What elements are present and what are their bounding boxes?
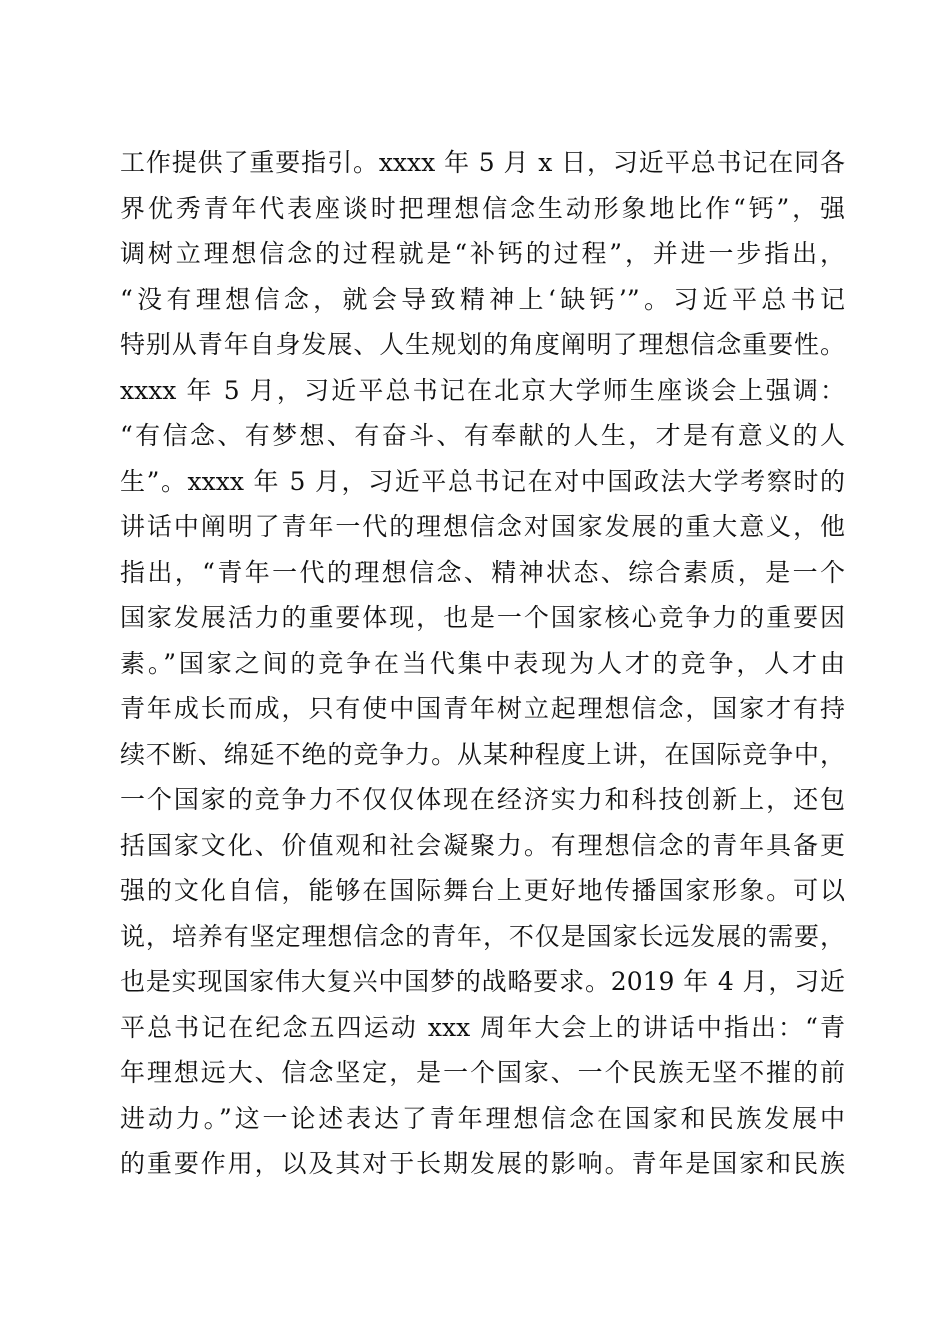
text-line: 平总书记在纪念五四运动 xxx 周年大会上的讲话中指出：“青: [120, 1012, 845, 1042]
text-line: 的重要作用，以及其对于长期发展的影响。青年是国家和民族: [120, 1149, 845, 1178]
text-line: 国家发展活力的重要体现，也是一个国家核心竞争力的重要因: [120, 603, 845, 632]
text-line: 续不断、绵延不绝的竞争力。从某种程度上讲，在国际竞争中，: [120, 739, 845, 769]
text-line: 特别从青年自身发展、人生规划的角度阐明了理想信念重要性。: [120, 330, 845, 359]
text-line: 素。”国家之间的竞争在当代集中表现为人才的竞争，人才由: [120, 648, 845, 678]
text-line: 进动力。”这一论述表达了青年理想信念在国家和民族发展中: [120, 1103, 845, 1133]
text-line: 工作提供了重要指引。xxxx 年 5 月 x 日，习近平总书记在同各: [120, 148, 845, 177]
text-line: 界优秀青年代表座谈时把理想信念生动形象地比作“钙”，强: [120, 193, 845, 223]
text-line: 强的文化自信，能够在国际舞台上更好地传播国家形象。可以: [120, 876, 845, 905]
body-text: [120, 140, 845, 1187]
text-line: 指出，“青年一代的理想信念、精神状态、综合素质，是一个: [120, 557, 845, 587]
text-line: “没有理想信念，就会导致精神上‘缺钙’”。习近平总书记: [120, 284, 845, 314]
text-line: 讲话中阐明了青年一代的理想信念对国家发展的重大意义，他: [120, 512, 845, 541]
text-line: 调树立理想信念的过程就是“补钙的过程”，并进一步指出，: [120, 239, 845, 268]
text-line: 年理想远大、信念坚定，是一个国家、一个民族无坚不摧的前: [120, 1058, 845, 1087]
text-line: 青年成长而成，只有使中国青年树立起理想信念，国家才有持: [120, 694, 845, 723]
text-line: xxxx 年 5 月，习近平总书记在北京大学师生座谈会上强调：: [120, 375, 845, 405]
text-line: 也是实现国家伟大复兴中国梦的战略要求。2019 年 4 月，习近: [120, 967, 845, 996]
text-line: 生”。xxxx 年 5 月，习近平总书记在对中国政法大学考察时的: [120, 466, 845, 496]
text-line: “有信念、有梦想、有奋斗、有奉献的人生，才是有意义的人: [120, 421, 845, 450]
text-line: 一个国家的竞争力不仅仅体现在经济实力和科技创新上，还包: [120, 785, 845, 814]
text-line: 说，培养有坚定理想信念的青年，不仅是国家长远发展的需要，: [120, 921, 845, 951]
text-line: 括国家文化、价值观和社会凝聚力。有理想信念的青年具备更: [120, 830, 845, 860]
